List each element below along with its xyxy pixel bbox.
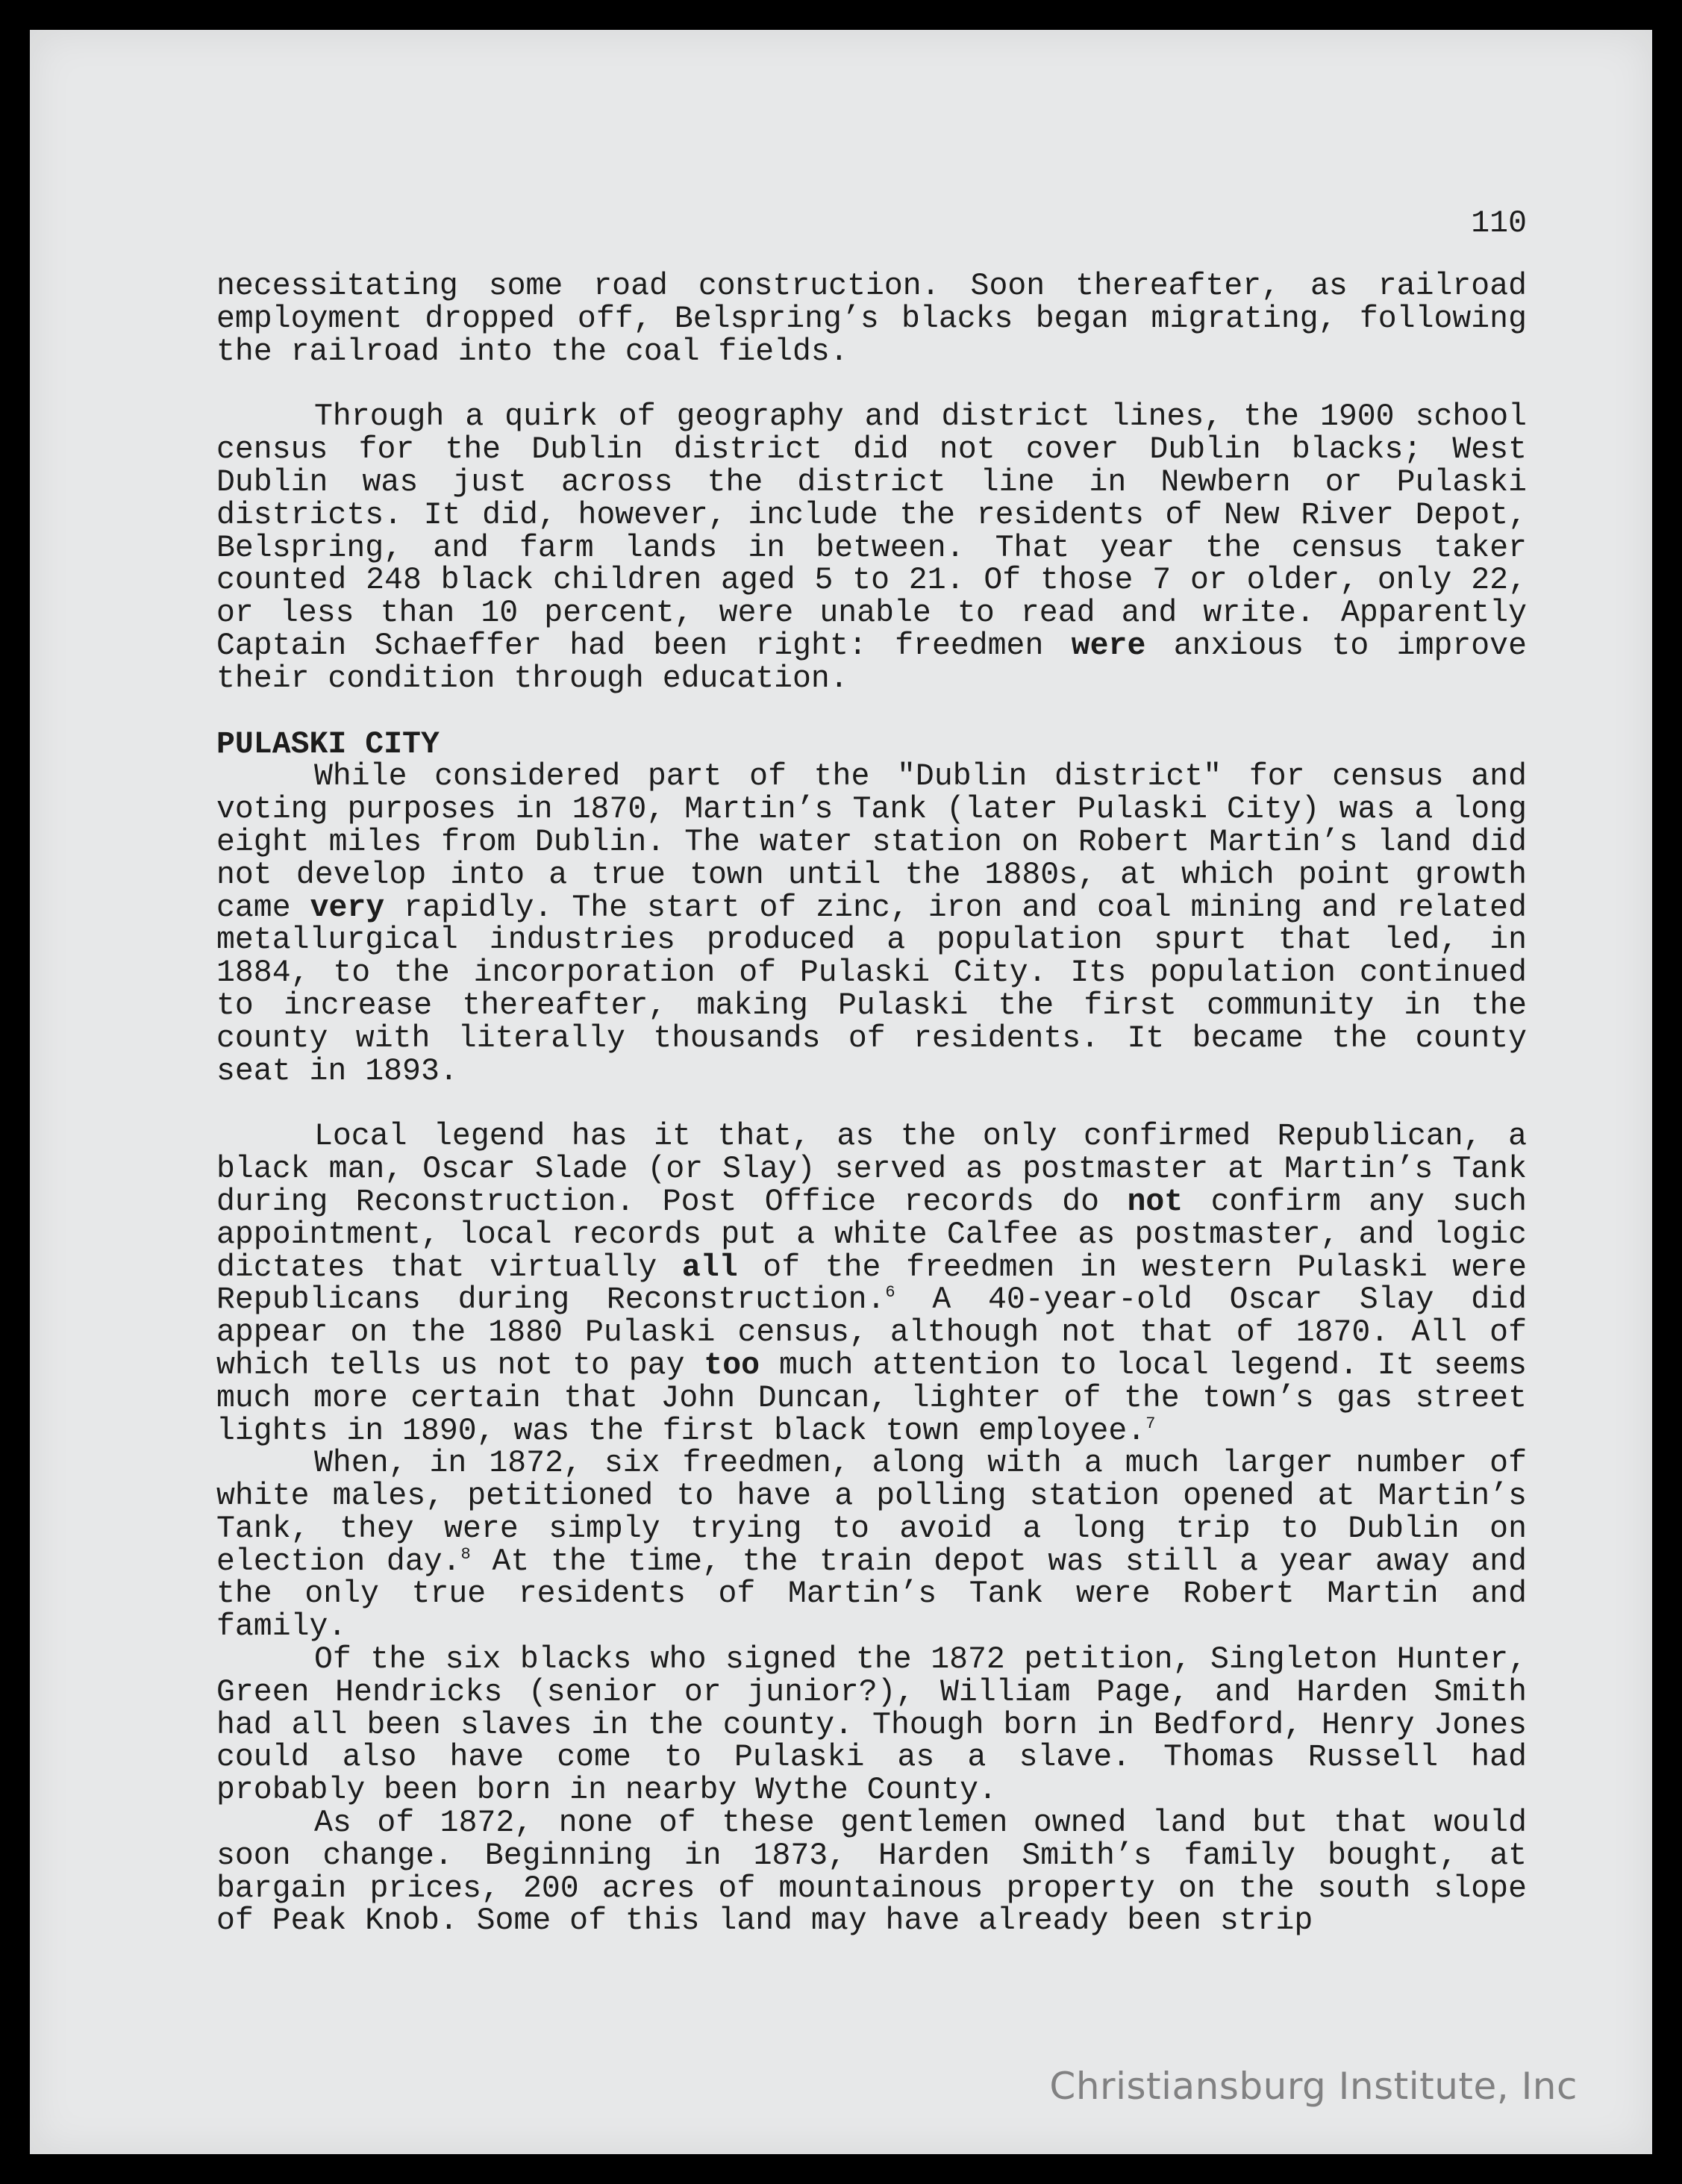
emphasis-all: all xyxy=(681,1249,738,1285)
paragraph-pulaski-city: While considered part of the "Dublin district" for census and voting purposes in 1870, Martin’s Tank (later Pulaski City) was a long eight miles from Dublin. The water station on Robert Martin’s land did not develop into a true town until the 1880s, at which point growth came very rapidly. The start of zinc, iron and coal mining and related metallurgical industries produced a population spurt that led, in 1884, to the incorporation of Pulaski City. Its population continued to increase thereafter, making Pulaski the first community in the county with literally thousands of residents. It became the county seat in 1893. xyxy=(216,759,1527,1089)
footnote-ref-8: 8 xyxy=(460,1544,471,1564)
paragraph-continuation: necessitating some road construction. Soon thereafter, as railroad employment dropped off, Belspring’s blacks began migrating, following the railroad into the coal fields. xyxy=(216,269,1527,369)
page-number: 110 xyxy=(1471,206,1527,241)
emphasis-very: very xyxy=(310,890,385,926)
paragraph-land-ownership: As of 1872, none of these gentlemen owned land but that would soon change. Beginning in 1873, Harden Smith’s family bought, at bargain prices, 200 acres of mountainous property on the south slope of Peak Knob. Some of this land may have already been strip xyxy=(216,1806,1527,1939)
document-page xyxy=(30,30,1652,2154)
emphasis-were: were xyxy=(1071,628,1146,664)
watermark: Christiansburg Institute, Inc xyxy=(1049,2065,1578,2108)
footnote-ref-7: 7 xyxy=(1145,1414,1156,1433)
section-heading: PULASKI CITY xyxy=(216,726,440,762)
paragraph-local-legend: Local legend has it that, as the only confirmed Republican, a black man, Oscar Slade (or Slay) served as postmaster at Martin’s Tank during Reconstruction. Post Office records do not confirm any such appointment, local records put a white Calfee as postmaster, and logic dictates that virtually all of the freedmen in western Pulaski were Republicans during Reconstruction.$^6$ A 40-year-old Oscar Slay did appear on the 1880 Pulaski census, although not that of 1870. All of which tells us not to pay too much attention to local legend. It seems much more certain that John Duncan, lighter of the town’s gas street lights in 1890, was the first black town employee.$^7$ xyxy=(216,1119,1527,1449)
footnote-ref-6: 6 xyxy=(885,1283,895,1302)
paragraph-school-census: Through a quirk of geography and district lines, the 1900 school census for the Dublin district did not cover Dublin blacks; West Dublin was just across the district line in Newbern or Pulaski districts. It did, however, include the residents of New River Depot, Belspring, and farm lands in between. That year the census taker counted 248 black children aged 5 to 21. Of those 7 or older, only 22, or less than 10 percent, were unable to read and write. Apparently Captain Schaeffer had been right: freedmen were anxious to improve their condition through education. xyxy=(216,399,1527,696)
emphasis-not: not xyxy=(1127,1184,1184,1220)
paragraph-petition-1872: When, in 1872, six freedmen, along with a much larger number of white males, petitioned to have a polling station opened at Martin’s Tank, they were simply trying to avoid a long trip to Dublin on election day.$^8$ At the time, the train depot was still a year away and the only true residents of Martin’s Tank were Robert Martin and family. xyxy=(216,1446,1527,1645)
paragraph-six-blacks: Of the six blacks who signed the 1872 petition, Singleton Hunter, Green Hendricks (senior or junior?), William Page, and Harden Smith had all been slaves in the county. Though born in Bedford, Henry Jones could also have come to Pulaski as a slave. Thomas Russell had probably been born in nearby Wythe County. xyxy=(216,1642,1527,1809)
emphasis-too: too xyxy=(704,1347,760,1383)
body-text xyxy=(216,270,1527,1938)
